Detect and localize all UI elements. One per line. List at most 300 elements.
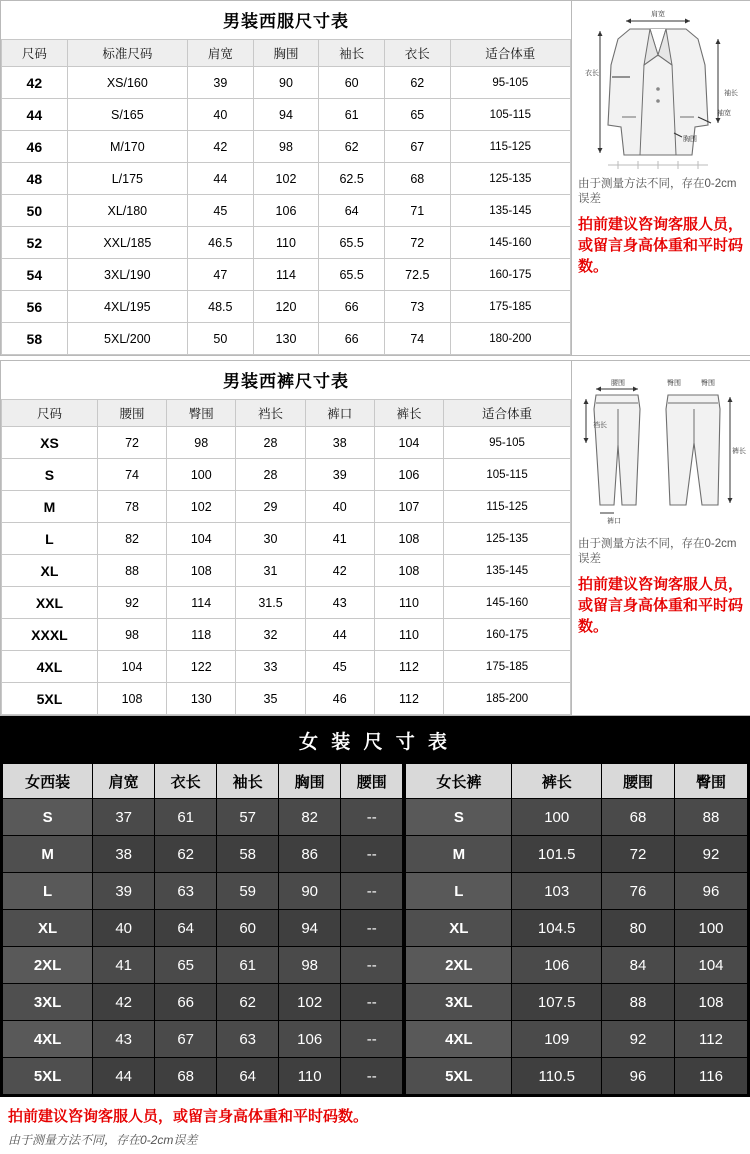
- cell: 90: [279, 873, 341, 910]
- cell: 101.5: [512, 836, 602, 873]
- cell-size: M: [2, 491, 98, 523]
- cell: 65: [155, 947, 217, 984]
- cell: 100: [512, 799, 602, 836]
- cell: 110: [374, 587, 443, 619]
- cell: 110: [253, 227, 319, 259]
- table-row: [2, 427, 571, 459]
- cell: --: [341, 947, 403, 984]
- cell-size: XXXL: [2, 619, 98, 651]
- cell: 62: [217, 984, 279, 1021]
- cell: 109: [512, 1021, 602, 1058]
- cell: 43: [305, 587, 374, 619]
- svg-text:袖宽: 袖宽: [717, 110, 731, 117]
- cell: 104: [167, 523, 236, 555]
- cell: 104: [675, 947, 748, 984]
- women-suit-table: [2, 763, 403, 1095]
- suit-diagram-svg: [578, 5, 746, 175]
- cell: 45: [305, 651, 374, 683]
- cell: 62.5: [319, 163, 385, 195]
- cell: 28: [236, 459, 305, 491]
- cell: 102: [279, 984, 341, 1021]
- men-suit-table-wrap: [0, 0, 572, 356]
- cell-size: 44: [2, 99, 68, 131]
- cell: 102: [167, 491, 236, 523]
- cell: 57: [217, 799, 279, 836]
- col-header: 胸围: [279, 764, 341, 799]
- cell: 106: [253, 195, 319, 227]
- cell-weight: 105-115: [450, 99, 570, 131]
- cell: 40: [188, 99, 254, 131]
- cell: 67: [155, 1021, 217, 1058]
- cell-weight: 95-105: [450, 67, 570, 99]
- cell: 61: [217, 947, 279, 984]
- cell-size: L: [406, 873, 512, 910]
- cell: 65: [384, 99, 450, 131]
- cell: 59: [217, 873, 279, 910]
- table-row: [3, 1021, 403, 1058]
- cell-size: 54: [2, 259, 68, 291]
- table-row: [406, 1021, 748, 1058]
- men-suit-advice-note: 拍前建议咨询客服人员，或留言身高体重和平时码数。: [578, 216, 744, 275]
- cell-weight: 135-145: [450, 195, 570, 227]
- cell: 61: [319, 99, 385, 131]
- cell: 90: [253, 67, 319, 99]
- cell: 108: [97, 683, 166, 715]
- cell: 118: [167, 619, 236, 651]
- men-suit-block: [0, 0, 750, 356]
- col-header: 肩宽: [188, 40, 254, 67]
- col-header: 臀围: [675, 764, 748, 799]
- men-pants-block: [0, 360, 750, 716]
- cell: 68: [155, 1058, 217, 1095]
- cell-size: S: [2, 459, 98, 491]
- cell: 30: [236, 523, 305, 555]
- cell: 64: [155, 910, 217, 947]
- cell: --: [341, 1058, 403, 1095]
- cell: 104.5: [512, 910, 602, 947]
- col-header: 袖长: [319, 40, 385, 67]
- col-header: 裤长: [512, 764, 602, 799]
- cell-size: 48: [2, 163, 68, 195]
- cell: 48.5: [188, 291, 254, 323]
- cell: --: [341, 836, 403, 873]
- footer-tolerance-note: 由于测量方法不同，存在0-2cm误差: [8, 1133, 198, 1147]
- cell: 63: [155, 873, 217, 910]
- cell: 60: [217, 910, 279, 947]
- cell: --: [341, 984, 403, 1021]
- cell: 98: [97, 619, 166, 651]
- table-row: [406, 910, 748, 947]
- cell: --: [341, 799, 403, 836]
- cell-size: S: [3, 799, 93, 836]
- cell-weight: 145-160: [450, 227, 570, 259]
- footer-advice-note: 拍前建议咨询客服人员，或留言身高体重和平时码数。: [8, 1108, 369, 1125]
- col-header: 女长裤: [406, 764, 512, 799]
- col-header: 适合体重: [444, 400, 571, 427]
- cell: 110: [279, 1058, 341, 1095]
- cell-size: XL: [3, 910, 93, 947]
- women-pants-table-wrap: [405, 763, 748, 1095]
- cell: 116: [675, 1058, 748, 1095]
- cell: 122: [167, 651, 236, 683]
- svg-text:袖长: 袖长: [724, 90, 738, 97]
- cell: XXL/185: [67, 227, 187, 259]
- cell: 80: [602, 910, 675, 947]
- cell: 110.5: [512, 1058, 602, 1095]
- cell: 96: [675, 873, 748, 910]
- cell: 39: [188, 67, 254, 99]
- cell-size: 52: [2, 227, 68, 259]
- cell-size: 4XL: [406, 1021, 512, 1058]
- table-row: [406, 799, 748, 836]
- col-header: 裆长: [236, 400, 305, 427]
- cell: 47: [188, 259, 254, 291]
- cell: 33: [236, 651, 305, 683]
- table-row: [2, 227, 571, 259]
- table-row: [2, 651, 571, 683]
- cell: 46.5: [188, 227, 254, 259]
- cell: 67: [384, 131, 450, 163]
- table-row: [2, 291, 571, 323]
- cell: 100: [675, 910, 748, 947]
- cell: 114: [253, 259, 319, 291]
- cell-size: 2XL: [406, 947, 512, 984]
- cell: 61: [155, 799, 217, 836]
- cell: 96: [602, 1058, 675, 1095]
- cell: 120: [253, 291, 319, 323]
- col-header: 腰围: [341, 764, 403, 799]
- svg-text:胸围: 胸围: [683, 136, 697, 143]
- cell-size: 50: [2, 195, 68, 227]
- cell: 130: [253, 323, 319, 355]
- cell: 72: [97, 427, 166, 459]
- table-row: [2, 259, 571, 291]
- cell: L/175: [67, 163, 187, 195]
- table-row: [2, 67, 571, 99]
- cell: XS/160: [67, 67, 187, 99]
- col-header: 肩宽: [93, 764, 155, 799]
- svg-text:臀围: 臀围: [667, 380, 681, 387]
- table-row: [406, 873, 748, 910]
- cell-size: XXL: [2, 587, 98, 619]
- cell: 66: [155, 984, 217, 1021]
- cell-weight: 145-160: [444, 587, 571, 619]
- cell: --: [341, 873, 403, 910]
- cell: S/165: [67, 99, 187, 131]
- table-row: [2, 587, 571, 619]
- cell-size: L: [3, 873, 93, 910]
- cell: 72.5: [384, 259, 450, 291]
- table-row: [2, 163, 571, 195]
- svg-text:臀围: 臀围: [701, 380, 715, 387]
- cell: 42: [188, 131, 254, 163]
- cell-size: 5XL: [2, 683, 98, 715]
- cell: 82: [97, 523, 166, 555]
- table-row: [2, 491, 571, 523]
- cell: 106: [279, 1021, 341, 1058]
- cell: 72: [384, 227, 450, 259]
- svg-text:裤长: 裤长: [732, 448, 746, 455]
- table-row: [406, 947, 748, 984]
- cell: 130: [167, 683, 236, 715]
- col-header: 衣长: [155, 764, 217, 799]
- cell-weight: 125-135: [450, 163, 570, 195]
- cell: 108: [374, 523, 443, 555]
- cell: 64: [319, 195, 385, 227]
- col-header: 衣长: [384, 40, 450, 67]
- cell: 107: [374, 491, 443, 523]
- cell-size: 3XL: [406, 984, 512, 1021]
- cell: 38: [93, 836, 155, 873]
- cell: --: [341, 910, 403, 947]
- table-row: [2, 131, 571, 163]
- cell-size: 5XL: [3, 1058, 93, 1095]
- cell: 114: [167, 587, 236, 619]
- cell: 108: [374, 555, 443, 587]
- table-header-row: [406, 764, 748, 799]
- cell: 44: [305, 619, 374, 651]
- pants-measure-diagram: [578, 365, 746, 535]
- cell: 62: [155, 836, 217, 873]
- cell-size: 56: [2, 291, 68, 323]
- men-pants-advice-note: 拍前建议咨询客服人员，或留言身高体重和平时码数。: [578, 576, 744, 635]
- cell: 88: [675, 799, 748, 836]
- men-suit-title: 男装西服尺寸表: [223, 12, 349, 31]
- cell: 110: [374, 619, 443, 651]
- cell: 100: [167, 459, 236, 491]
- cell: 42: [93, 984, 155, 1021]
- cell-weight: 135-145: [444, 555, 571, 587]
- cell-size: XS: [2, 427, 98, 459]
- col-header: 袖长: [217, 764, 279, 799]
- cell-size: M: [406, 836, 512, 873]
- cell-weight: 115-125: [444, 491, 571, 523]
- men-pants-table: [1, 399, 571, 715]
- cell-size: 46: [2, 131, 68, 163]
- cell-weight: 175-185: [444, 651, 571, 683]
- cell: 92: [675, 836, 748, 873]
- cell-weight: 125-135: [444, 523, 571, 555]
- tolerance-text: 由于测量方法不同，存在0-2cm误差: [578, 538, 737, 565]
- col-header: 裤口: [305, 400, 374, 427]
- men-pants-illustration-panel: [572, 360, 750, 716]
- cell-size: XL: [406, 910, 512, 947]
- col-header: 尺码: [2, 40, 68, 67]
- cell: 106: [512, 947, 602, 984]
- col-header: 臀围: [167, 400, 236, 427]
- table-header-row: [2, 400, 571, 427]
- cell: 42: [305, 555, 374, 587]
- table-row: [406, 836, 748, 873]
- cell: 86: [279, 836, 341, 873]
- cell-size: 4XL: [2, 651, 98, 683]
- cell: 63: [217, 1021, 279, 1058]
- tolerance-text: 由于测量方法不同，存在0-2cm误差: [578, 178, 737, 205]
- cell: 4XL/195: [67, 291, 187, 323]
- cell-weight: 160-175: [444, 619, 571, 651]
- men-suit-tolerance-note: [578, 177, 746, 207]
- cell: 88: [97, 555, 166, 587]
- table-row: [2, 523, 571, 555]
- cell: 31: [236, 555, 305, 587]
- cell: 65.5: [319, 259, 385, 291]
- cell: 66: [319, 291, 385, 323]
- cell: 108: [167, 555, 236, 587]
- cell: 44: [93, 1058, 155, 1095]
- cell: 3XL/190: [67, 259, 187, 291]
- cell-size: 58: [2, 323, 68, 355]
- table-row: [2, 619, 571, 651]
- cell: 28: [236, 427, 305, 459]
- footer-notes: [0, 1097, 750, 1154]
- cell: 5XL/200: [67, 323, 187, 355]
- cell: 31.5: [236, 587, 305, 619]
- cell: XL/180: [67, 195, 187, 227]
- cell: 45: [188, 195, 254, 227]
- cell: 40: [93, 910, 155, 947]
- cell: 98: [279, 947, 341, 984]
- cell-size: 3XL: [3, 984, 93, 1021]
- cell: 73: [384, 291, 450, 323]
- table-header-row: [2, 40, 571, 67]
- col-header: 女西装: [3, 764, 93, 799]
- table-header-row: [3, 764, 403, 799]
- cell: 107.5: [512, 984, 602, 1021]
- cell-size: XL: [2, 555, 98, 587]
- table-row: [3, 836, 403, 873]
- women-size-section: [0, 716, 750, 1097]
- table-row: [406, 1058, 748, 1095]
- cell: 98: [253, 131, 319, 163]
- table-row: [3, 1058, 403, 1095]
- cell: 41: [93, 947, 155, 984]
- cell: 35: [236, 683, 305, 715]
- cell: 64: [217, 1058, 279, 1095]
- cell: 74: [384, 323, 450, 355]
- cell: --: [341, 1021, 403, 1058]
- cell: 103: [512, 873, 602, 910]
- cell: 108: [675, 984, 748, 1021]
- table-row: [3, 799, 403, 836]
- cell: 29: [236, 491, 305, 523]
- col-header: 腰围: [97, 400, 166, 427]
- cell: 104: [374, 427, 443, 459]
- cell: 38: [305, 427, 374, 459]
- cell: 78: [97, 491, 166, 523]
- cell: 58: [217, 836, 279, 873]
- col-header: 尺码: [2, 400, 98, 427]
- table-row: [2, 683, 571, 715]
- men-pants-table-wrap: [0, 360, 572, 716]
- cell: 68: [384, 163, 450, 195]
- cell: 41: [305, 523, 374, 555]
- col-header: 腰围: [602, 764, 675, 799]
- women-section-title: 女 装 尺 寸 表: [298, 732, 452, 753]
- col-header: 适合体重: [450, 40, 570, 67]
- cell: 39: [93, 873, 155, 910]
- cell-weight: 175-185: [450, 291, 570, 323]
- cell-size: L: [2, 523, 98, 555]
- cell: 88: [602, 984, 675, 1021]
- table-row: [3, 873, 403, 910]
- cell: 112: [374, 683, 443, 715]
- cell: 39: [305, 459, 374, 491]
- men-pants-title: 男装西裤尺寸表: [223, 372, 349, 391]
- cell-weight: 115-125: [450, 131, 570, 163]
- svg-text:衣长: 衣长: [585, 70, 599, 77]
- suit-measure-diagram: [578, 5, 746, 175]
- cell: 98: [167, 427, 236, 459]
- cell-size: 42: [2, 67, 68, 99]
- cell-weight: 185-200: [444, 683, 571, 715]
- cell: 40: [305, 491, 374, 523]
- cell: 46: [305, 683, 374, 715]
- cell: 71: [384, 195, 450, 227]
- table-row: [2, 555, 571, 587]
- cell: 50: [188, 323, 254, 355]
- cell: 102: [253, 163, 319, 195]
- women-tables-row: [0, 763, 750, 1097]
- table-row: [3, 947, 403, 984]
- cell-size: M: [3, 836, 93, 873]
- cell-size: S: [406, 799, 512, 836]
- table-row: [3, 910, 403, 947]
- cell-weight: 95-105: [444, 427, 571, 459]
- cell: M/170: [67, 131, 187, 163]
- cell: 82: [279, 799, 341, 836]
- cell: 60: [319, 67, 385, 99]
- cell: 62: [384, 67, 450, 99]
- table-row: [2, 99, 571, 131]
- col-header: 裤长: [374, 400, 443, 427]
- men-suit-table: [1, 39, 571, 355]
- cell: 112: [374, 651, 443, 683]
- cell: 44: [188, 163, 254, 195]
- men-pants-tolerance-note: [578, 537, 746, 567]
- col-header: 胸围: [253, 40, 319, 67]
- cell: 104: [97, 651, 166, 683]
- cell-size: 4XL: [3, 1021, 93, 1058]
- table-row: [2, 195, 571, 227]
- cell: 94: [279, 910, 341, 947]
- cell: 37: [93, 799, 155, 836]
- cell: 112: [675, 1021, 748, 1058]
- cell-size: 2XL: [3, 947, 93, 984]
- cell: 84: [602, 947, 675, 984]
- women-suit-table-wrap: [2, 763, 403, 1095]
- cell: 72: [602, 836, 675, 873]
- cell: 92: [602, 1021, 675, 1058]
- table-row: [406, 984, 748, 1021]
- cell-weight: 180-200: [450, 323, 570, 355]
- cell: 76: [602, 873, 675, 910]
- cell: 106: [374, 459, 443, 491]
- table-row: [2, 459, 571, 491]
- pants-diagram-svg: [578, 365, 746, 535]
- table-row: [3, 984, 403, 1021]
- svg-text:裆长: 裆长: [593, 422, 607, 429]
- men-suit-illustration-panel: [572, 0, 750, 356]
- cell: 43: [93, 1021, 155, 1058]
- cell: 32: [236, 619, 305, 651]
- svg-text:腰围: 腰围: [611, 380, 625, 387]
- cell-size: 5XL: [406, 1058, 512, 1095]
- cell-weight: 105-115: [444, 459, 571, 491]
- svg-text:裤口: 裤口: [607, 518, 621, 525]
- svg-text:肩宽: 肩宽: [651, 11, 665, 18]
- cell: 65.5: [319, 227, 385, 259]
- cell: 92: [97, 587, 166, 619]
